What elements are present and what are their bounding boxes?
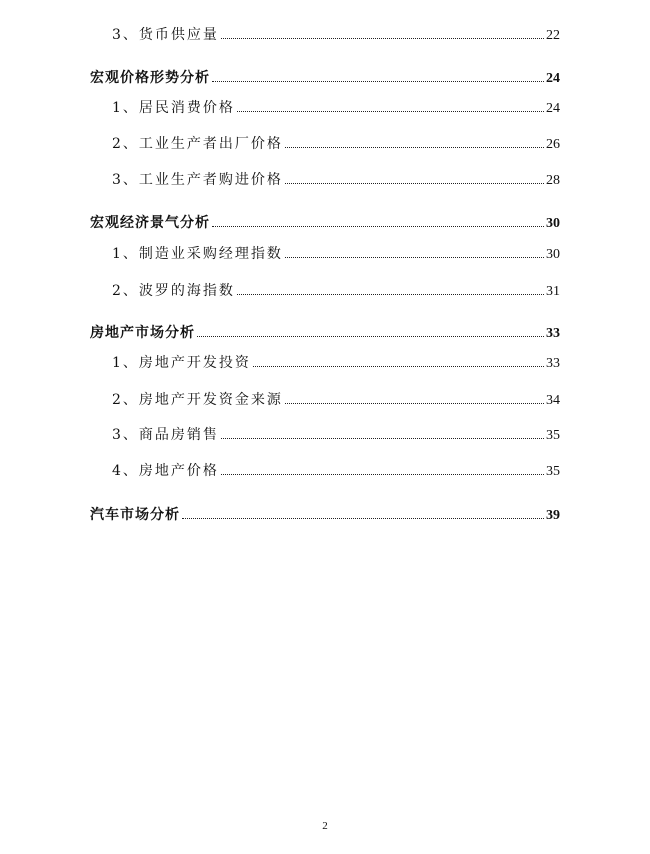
toc-entry[interactable]: [112, 135, 560, 154]
toc-entry[interactable]: [112, 245, 560, 264]
toc-leader-dots: [221, 38, 544, 39]
toc-leader-dots: [221, 438, 544, 439]
toc-entry[interactable]: [112, 391, 560, 410]
toc-leader-dots: [285, 183, 544, 184]
toc-entry-title: 汽车市场分析: [90, 507, 180, 523]
toc-entry-page: 35: [546, 464, 560, 479]
toc-leader-dots: [197, 336, 544, 337]
toc-entry[interactable]: [112, 171, 560, 190]
toc-leader-dots: [221, 474, 544, 475]
toc-entry-title: 1、制造业采购经理指数: [112, 246, 283, 262]
toc-entry-page: 28: [546, 173, 560, 188]
toc-leader-dots: [212, 81, 544, 82]
toc-entry-title: 房地产市场分析: [90, 325, 195, 341]
toc-entry[interactable]: [112, 282, 560, 301]
toc-entry[interactable]: [90, 324, 560, 343]
toc-entry-page: 30: [546, 247, 560, 262]
toc-entry-page: 33: [546, 356, 560, 371]
toc-entry-title: 3、货币供应量: [112, 27, 219, 43]
toc-entry[interactable]: [112, 26, 560, 45]
toc-leader-dots: [182, 518, 544, 519]
toc-leader-dots: [237, 294, 544, 295]
toc-entry-page: 31: [546, 284, 560, 299]
toc-entry[interactable]: [90, 69, 560, 88]
toc-entry-title: 2、工业生产者出厂价格: [112, 136, 283, 152]
toc-entry-page: 24: [546, 71, 560, 86]
toc-entry-page: 22: [546, 28, 560, 43]
toc-entry-page: 34: [546, 393, 560, 408]
toc-entry-title: 4、房地产价格: [112, 463, 219, 479]
toc-entry-page: 33: [546, 326, 560, 341]
toc-entry-title: 3、工业生产者购进价格: [112, 172, 283, 188]
toc-entry-title: 宏观经济景气分析: [90, 215, 210, 231]
toc-entry[interactable]: [112, 462, 560, 481]
toc-entry-title: 2、房地产开发资金来源: [112, 392, 283, 408]
toc-entry[interactable]: [112, 354, 560, 373]
toc-entry-page: 39: [546, 508, 560, 523]
toc-leader-dots: [212, 226, 544, 227]
toc-entry[interactable]: [112, 99, 560, 118]
toc-entry-page: 30: [546, 216, 560, 231]
toc-entry[interactable]: [90, 506, 560, 525]
toc-leader-dots: [237, 111, 544, 112]
toc-leader-dots: [253, 366, 544, 367]
toc-entry-title: 1、居民消费价格: [112, 100, 235, 116]
toc-leader-dots: [285, 257, 544, 258]
toc-entry-title: 宏观价格形势分析: [90, 70, 210, 86]
toc-entry-title: 1、房地产开发投资: [112, 355, 251, 371]
toc-entry-title: 2、波罗的海指数: [112, 283, 235, 299]
toc-entry-page: 26: [546, 137, 560, 152]
page-number: 2: [322, 820, 328, 832]
toc-entry[interactable]: [90, 214, 560, 233]
toc-leader-dots: [285, 403, 544, 404]
toc-entry-title: 3、商品房销售: [112, 427, 219, 443]
toc-entry-page: 24: [546, 101, 560, 116]
toc-entry[interactable]: [112, 426, 560, 445]
toc-leader-dots: [285, 147, 544, 148]
toc-entry-page: 35: [546, 428, 560, 443]
